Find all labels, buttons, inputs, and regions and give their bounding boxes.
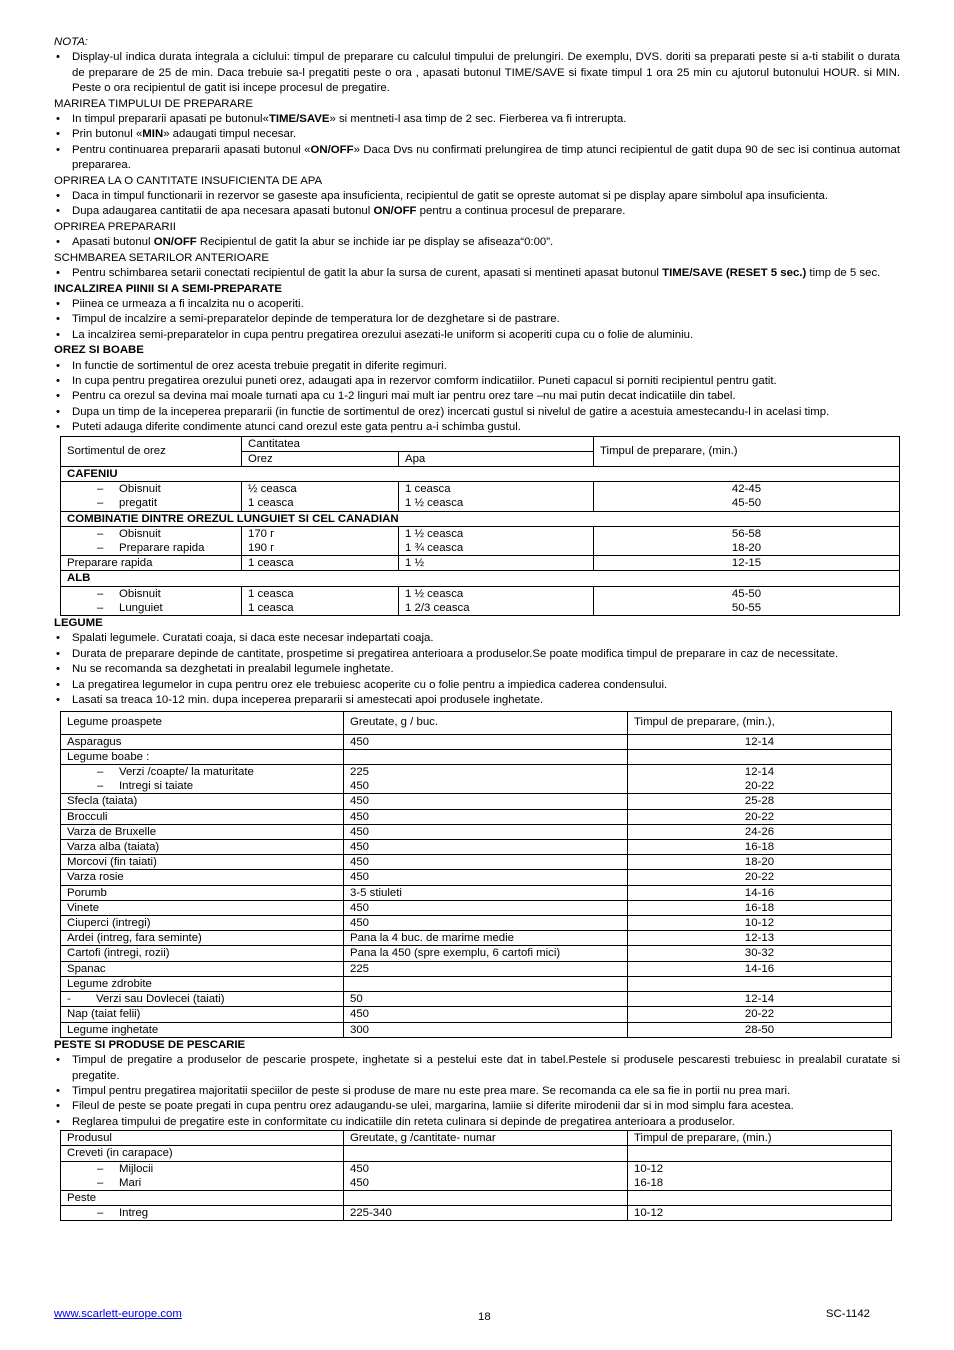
- table-group-label: COMBINATIE DINTRE OREZUL LUNGUIET SI CEL CANADIAN: [61, 511, 900, 526]
- table-cell: 450: [344, 840, 628, 855]
- table-cell: 1 ½ ceasca 1 2/3 ceasca: [399, 586, 594, 615]
- table-cell: – Obisnuit – Preparare rapida: [61, 526, 242, 555]
- table-header-row: [61, 712, 892, 734]
- table-row: [61, 931, 892, 946]
- page-number: 18: [478, 1311, 491, 1323]
- table-cell: 10-12 16-18: [628, 1161, 892, 1190]
- nota-label: NOTA:: [54, 36, 88, 48]
- list-item: • Daca in timpul functionarii in rezervor se gaseste apa insuficienta, recipientul de gatit se opreste automat si pe display apare simbolul apa insuficienta.: [54, 189, 900, 204]
- table-cell: - Verzi sau Dovlecei (taiati): [61, 992, 344, 1007]
- section-heading-legume: LEGUME: [54, 617, 103, 629]
- table-row: [61, 976, 892, 991]
- table-cell: – Verzi /coapte/ la maturitate – Intregi si taiate: [61, 765, 344, 794]
- table-header-cell: Orez: [242, 451, 399, 466]
- table-cell: 450: [344, 900, 628, 915]
- list-item: • In timpul prepararii apasati pe butonul«TIME/SAVE» si mentneti-l asa timp de 2 sec. Fierberea va fi intrerupta.: [54, 112, 900, 127]
- table-row: [61, 734, 892, 749]
- table-cell: Legume inghetate: [61, 1022, 344, 1037]
- list-item: • Timpul de pregatire a produselor de pescarie prospete, inghetate si a pestelui este dat in tabel.Pestele si produsele pescaresti trebuiesc in prealabil curatate si pregatite.: [54, 1053, 900, 1084]
- table-cell: 450: [344, 809, 628, 824]
- table-cell: 1 ceasca: [242, 556, 399, 571]
- list-item: • Pentru schimbarea setarii conectati recipientul de gatit la abur la sursa de curent, apasati si mentineti apasat butonul TIME/SAVE (RESET 5 sec.) timp de 5 sec.: [54, 266, 900, 281]
- list-item: • Dupa un timp de la inceperea prepararii (in functie de sortimentul de orez) incercati gustul si nivelul de gatire a acestuia amestecandu-l in acelasi timp.: [54, 405, 900, 420]
- table-cell: Vinete: [61, 900, 344, 915]
- list-item: • Prin butonul «MIN» adaugati timpul necesar.: [54, 127, 900, 142]
- table-cell: 20-22: [628, 1007, 892, 1022]
- oprirea-prep-list: [54, 235, 900, 250]
- table-cell: Pana la 4 buc. de marime medie: [344, 931, 628, 946]
- table-group-label: ALB: [61, 571, 900, 586]
- table-cell: Spanac: [61, 961, 344, 976]
- table-cell: – Obisnuit – Lunguiet: [61, 586, 242, 615]
- table-cell: Legume boabe :: [61, 749, 344, 764]
- table-cell: Legume zdrobite: [61, 976, 344, 991]
- table-cell: Cartofi (intregi, rozii): [61, 946, 344, 961]
- table-row: [61, 556, 900, 571]
- table-cell: 20-22: [628, 809, 892, 824]
- list-item: • La pregatirea legumelor in cupa pentru orez ele trebuiesc acoperite cu o folie pentru a impiedica caderea condensului.: [54, 678, 900, 693]
- table-cell: 42-45 45-50: [594, 482, 900, 511]
- table-cell: 1 ceasca 1 ½ ceasca: [399, 482, 594, 511]
- list-item: • In cupa pentru pregatirea orezului puneti orez, adaugati apa in rezervor comform indicatiilor. Puneti capacul si porniti recipientul pentru gatit.: [54, 374, 900, 389]
- section-heading-oprirea-prep: OPRIREA PREPARARII: [54, 220, 176, 233]
- table-header-cell: Legume proaspete: [61, 712, 344, 734]
- table-cell: 12-14: [628, 734, 892, 749]
- table-group-row: [61, 511, 900, 526]
- table-cell: Preparare rapida: [61, 556, 242, 571]
- table-cell: Sfecla (taiata): [61, 794, 344, 809]
- list-item: • Display-ul indica durata integrala a ciclului: timpul de preparare cu calculul timpului de prelungiri. De exemplu, DVS. doriti sa preparati peste si a-ti stabilit o durata de preparare de 25 de min. Daca trebuie sa-l pregatiti peste o ora , apasati butonul TIME/SAVE si fixate timpul 1 ora 25 min cu ajutorul butonului HOUR. si MIN. Peste o ora recipientul de gatit isi incepe procesul de pregatire.: [54, 50, 900, 96]
- table-group-row: [61, 466, 900, 481]
- table-cell: Peste: [61, 1190, 344, 1205]
- table-cell: 300: [344, 1022, 628, 1037]
- table-cell: [628, 976, 892, 991]
- table-cell: 10-12: [628, 1206, 892, 1221]
- list-item: • Timpul pentru pregatirea majoritatii speciilor de peste si produse de mare nu este prea mare. Se recomanda ca ele sa fie in portii nu prea mari.: [54, 1084, 900, 1099]
- table-row: [61, 1161, 892, 1190]
- table-row: [61, 840, 892, 855]
- vegetables-table: [60, 711, 892, 1037]
- table-cell: Varza rosie: [61, 870, 344, 885]
- list-item: • Spalati legumele. Curatati coaja, si daca este necesar indepartati coaja.: [54, 631, 900, 646]
- list-item: • Puteti adauga diferite condimente atunci cand orezul este gata pentru a-i schimba gustul.: [54, 420, 900, 435]
- table-cell: Creveti (in carapace): [61, 1146, 344, 1161]
- table-cell: 45-50 50-55: [594, 586, 900, 615]
- section-heading-oprirea-apa: OPRIREA LA O CANTITATE INSUFICIENTA DE APA: [54, 174, 323, 187]
- table-header-cell: Apa: [399, 451, 594, 466]
- list-item: • Timpul de incalzire a semi-preparatelor depinde de temperatura lor de dezghetare si de pastrare.: [54, 312, 900, 327]
- list-item: • Reglarea timpului de pregatire este in conformitate cu indicatiile din reteta culinara si depinde de pregatirea anterioara a produselor.: [54, 1115, 900, 1130]
- table-cell: 450 450: [344, 1161, 628, 1190]
- table-row: [61, 526, 900, 555]
- table-cell: 12-13: [628, 931, 892, 946]
- table-row: [61, 900, 892, 915]
- table-row: [61, 1206, 892, 1221]
- table-cell: Varza alba (taiata): [61, 840, 344, 855]
- table-cell: 450: [344, 916, 628, 931]
- table-cell: 1 ½: [399, 556, 594, 571]
- table-cell: – Mijlocii – Mari: [61, 1161, 344, 1190]
- table-cell: [344, 1146, 628, 1161]
- table-cell: Ciuperci (intregi): [61, 916, 344, 931]
- table-cell: [628, 1146, 892, 1161]
- table-cell: 24-26: [628, 824, 892, 839]
- table-row: [61, 482, 900, 511]
- table-cell: 450: [344, 1007, 628, 1022]
- table-cell: 225 450: [344, 765, 628, 794]
- table-cell: 450: [344, 870, 628, 885]
- table-header-cell: Greutate, g /cantitate- numar: [344, 1131, 628, 1146]
- table-row: [61, 916, 892, 931]
- table-header-cell: Cantitatea: [242, 436, 594, 451]
- table-row: [61, 992, 892, 1007]
- table-row: [61, 1007, 892, 1022]
- peste-list: [54, 1053, 900, 1130]
- list-item: • Dupa adaugarea cantitatii de apa necesara apasati butonul ON/OFF pentru a continua procesul de preparare.: [54, 204, 900, 219]
- section-heading-schimbarea: SCHMBAREA SETARILOR ANTERIOARE: [54, 251, 269, 264]
- table-cell: Nap (taiat felii): [61, 1007, 344, 1022]
- table-cell: 10-12: [628, 916, 892, 931]
- table-header-row: [61, 436, 900, 451]
- table-cell: 20-22: [628, 870, 892, 885]
- table-row: [61, 1022, 892, 1037]
- table-cell: 50: [344, 992, 628, 1007]
- nota-list: [54, 50, 900, 96]
- table-row: [61, 1190, 892, 1205]
- table-cell: [344, 976, 628, 991]
- table-cell: 12-15: [594, 556, 900, 571]
- table-cell: 450: [344, 855, 628, 870]
- table-row: [61, 855, 892, 870]
- table-cell: 450: [344, 734, 628, 749]
- list-item: • In functie de sortimentul de orez acesta trebuie pregatit in diferite regimuri.: [54, 359, 900, 374]
- model-number: SC-1142: [825, 1308, 870, 1320]
- table-cell: Porumb: [61, 885, 344, 900]
- table-row: [61, 765, 892, 794]
- orez-list: [54, 359, 900, 436]
- list-item: • Lasati sa treaca 10-12 min. dupa inceperea prepararii si amestecati apoi produsele inghetate.: [54, 693, 900, 708]
- table-header-row: [61, 1131, 892, 1146]
- list-item: • Apasati butonul ON/OFF Recipientul de gatit la abur se inchide iar pe display se afiseaza“0:00”.: [54, 235, 900, 250]
- table-row: [61, 809, 892, 824]
- table-cell: [628, 1190, 892, 1205]
- table-header-cell: Produsul: [61, 1131, 344, 1146]
- table-cell: 1 ½ ceasca 1 ¾ ceasca: [399, 526, 594, 555]
- list-item: • Fileul de peste se poate pregati in cupa pentru orez adaugandu-se ulei, margarina, lamiie si diferite mirodenii dar si in mod simplu fara acestea.: [54, 1099, 900, 1114]
- rice-table: [60, 436, 900, 616]
- table-group-label: CAFENIU: [61, 466, 900, 481]
- table-cell: 1 ceasca 1 ceasca: [242, 586, 399, 615]
- table-cell: 16-18: [628, 900, 892, 915]
- table-cell: 56-58 18-20: [594, 526, 900, 555]
- table-cell: 450: [344, 794, 628, 809]
- list-item: • Durata de preparare depinde de cantitate, prospetime si pregatirea anterioara a produselor.Se poate modifica timpul de preparare in caz de necessitate.: [54, 647, 900, 662]
- list-item: • La incalzirea semi-preparatelor in cupa pentru pregatirea orezului asezati-le uniform si acoperiti cupa cu o folie de aluminiu.: [54, 328, 900, 343]
- table-cell: Pana la 450 (spre exemplu, 6 cartofi mici): [344, 946, 628, 961]
- table-cell: 3-5 stiuleti: [344, 885, 628, 900]
- table-row: [61, 961, 892, 976]
- list-item: • Nu se recomanda sa dezghetati in prealabil legumele inghetate.: [54, 662, 900, 677]
- website-link[interactable]: www.scarlett-europe.com: [54, 1308, 182, 1320]
- table-cell: [628, 749, 892, 764]
- table-header-cell: Greutate, g / buc.: [344, 712, 628, 734]
- table-cell: 14-16: [628, 885, 892, 900]
- table-cell: – Obisnuit – pregatit: [61, 482, 242, 511]
- document-page: [54, 35, 900, 1221]
- table-header-cell: Timpul de preparare, (min.),: [628, 712, 892, 734]
- table-cell: 450: [344, 824, 628, 839]
- table-cell: – Intreg: [61, 1206, 344, 1221]
- table-row: [61, 749, 892, 764]
- table-header-cell: Sortimentul de orez: [61, 436, 242, 466]
- table-cell: [344, 1190, 628, 1205]
- table-cell: 16-18: [628, 840, 892, 855]
- list-item: • Pentru continuarea prepararii apasati butonul «ON/OFF» Daca Dvs nu confirmati prelungirea de timp atunci recipientul de gatit dupa 90 de sec isi continua automat prepararea.: [54, 143, 900, 174]
- table-cell: 14-16: [628, 961, 892, 976]
- table-cell: Ardei (intreg, fara seminte): [61, 931, 344, 946]
- table-row: [61, 586, 900, 615]
- table-group-row: [61, 571, 900, 586]
- table-cell: 12-14 20-22: [628, 765, 892, 794]
- section-heading-orez: OREZ SI BOABE: [54, 344, 144, 357]
- section-heading-marirea: MARIREA TIMPULUI DE PREPARARE: [54, 97, 253, 110]
- fish-table: [60, 1130, 892, 1221]
- schimbarea-list: [54, 266, 900, 281]
- table-cell: Morcovi (fin taiati): [61, 855, 344, 870]
- table-row: [61, 870, 892, 885]
- table-cell: 30-32: [628, 946, 892, 961]
- oprirea-apa-list: [54, 189, 900, 220]
- table-cell: 25-28: [628, 794, 892, 809]
- table-cell: Brocculi: [61, 809, 344, 824]
- incalzirea-list: [54, 297, 900, 343]
- table-cell: 12-14: [628, 992, 892, 1007]
- table-cell: [344, 749, 628, 764]
- list-item: • Pentru ca orezul sa devina mai moale turnati apa cu 1-2 linguri mai mult iar pentru orez tare –nu mai putin decat indicatiile din tabel.: [54, 389, 900, 404]
- list-item: • Piinea ce urmeaza a fi incalzita nu o acoperiti.: [54, 297, 900, 312]
- table-row: [61, 946, 892, 961]
- section-heading-peste: PESTE SI PRODUSE DE PESCARIE: [54, 1038, 246, 1051]
- table-row: [61, 885, 892, 900]
- table-cell: 225-340: [344, 1206, 628, 1221]
- marirea-list: [54, 112, 900, 174]
- table-cell: Asparagus: [61, 734, 344, 749]
- table-cell: 170 г 190 г: [242, 526, 399, 555]
- table-cell: 18-20: [628, 855, 892, 870]
- table-header-cell: Timpul de preparare, (min.): [594, 436, 900, 466]
- table-cell: 28-50: [628, 1022, 892, 1037]
- section-heading-incalzirea: INCALZIREA PIINII SI A SEMI-PREPARATE: [54, 282, 283, 295]
- table-row: [61, 824, 892, 839]
- table-header-cell: Timpul de preparare, (min.): [628, 1131, 892, 1146]
- table-row: [61, 794, 892, 809]
- table-cell: ½ ceasca 1 ceasca: [242, 482, 399, 511]
- legume-list: [54, 631, 900, 708]
- table-row: [61, 1146, 892, 1161]
- table-cell: 225: [344, 961, 628, 976]
- table-cell: Varza de Bruxelle: [61, 824, 344, 839]
